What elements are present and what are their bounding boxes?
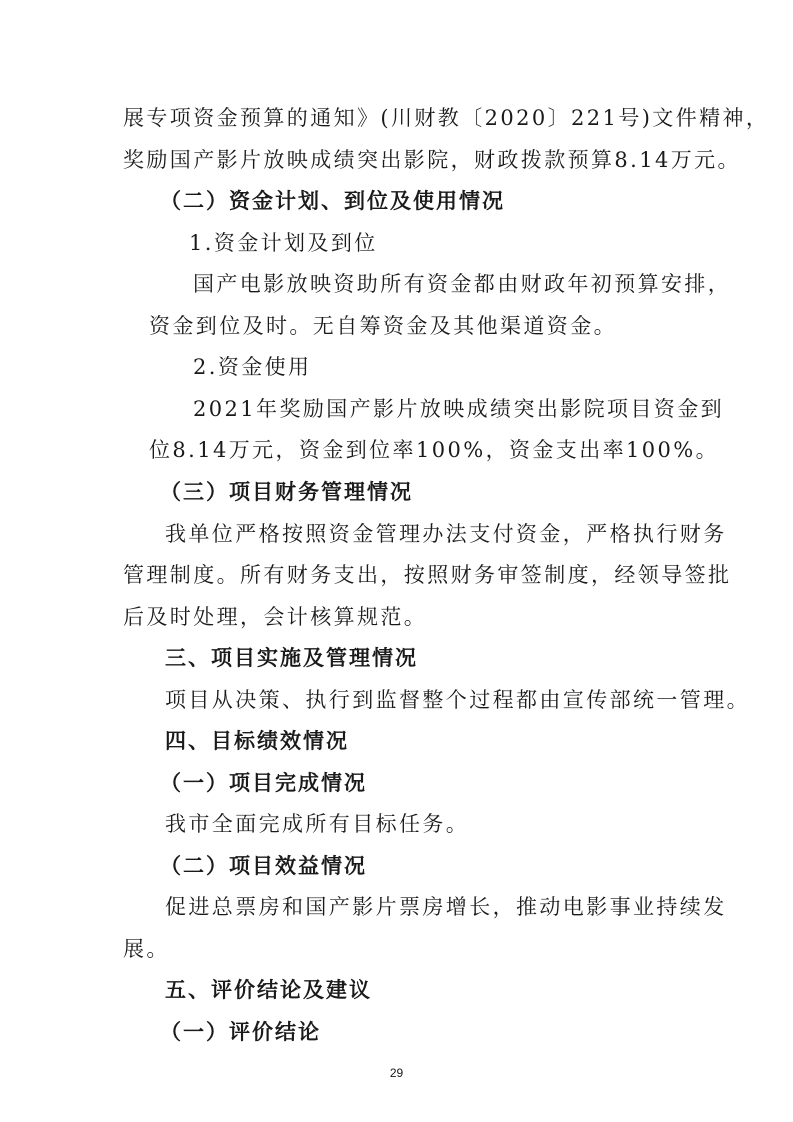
- body-text-line: 展专项资金预算的通知》(川财教〔2020〕221号)文件精神，: [123, 106, 770, 130]
- body-text-line: 展。: [123, 937, 170, 961]
- page-number: 29: [389, 1066, 404, 1080]
- subsection-heading: （一）项目完成情况: [160, 771, 367, 795]
- section-heading: 四、目标绩效情况: [165, 729, 349, 753]
- body-text-line: 管理制度。所有财务支出，按照财务审签制度，经领导签批: [123, 563, 732, 587]
- subsection-heading: （三）项目财务管理情况: [160, 480, 413, 504]
- body-text-line: 资金到位及时。无自筹资金及其他渠道资金。: [149, 314, 617, 338]
- body-text-line: 项目从决策、执行到监督整个过程都由宣传部统一管理。: [165, 688, 750, 712]
- body-text-line: 促进总票房和国产影片票房增长，推动电影事业持续发: [165, 895, 727, 919]
- body-text-line: 国产电影放映资助所有资金都由财政年初预算安排，: [193, 272, 732, 296]
- section-heading: 三、项目实施及管理情况: [165, 646, 418, 670]
- subsection-heading: （二）资金计划、到位及使用情况: [160, 189, 505, 213]
- subsection-heading: （二）项目效益情况: [160, 854, 367, 878]
- body-text-line: 2021年奖励国产影片放映成绩突出影院项目资金到: [193, 397, 725, 421]
- body-text-line: 我市全面完成所有目标任务。: [165, 812, 470, 836]
- body-text-line: 位8.14万元，资金到位率100%，资金支出率100%。: [149, 438, 720, 462]
- body-text-line: 奖励国产影片放映成绩突出影院，财政拨款预算8.14万元。: [123, 148, 741, 172]
- item-heading: 1.资金计划及到位: [189, 231, 378, 255]
- subsection-heading: （一）评价结论: [160, 1020, 321, 1044]
- body-text-line: 我单位严格按照资金管理办法支付资金，严格执行财务: [165, 522, 727, 546]
- item-heading: 2.资金使用: [193, 355, 312, 379]
- body-text-line: 后及时处理，会计核算规范。: [123, 605, 428, 629]
- section-heading: 五、评价结论及建议: [165, 978, 372, 1002]
